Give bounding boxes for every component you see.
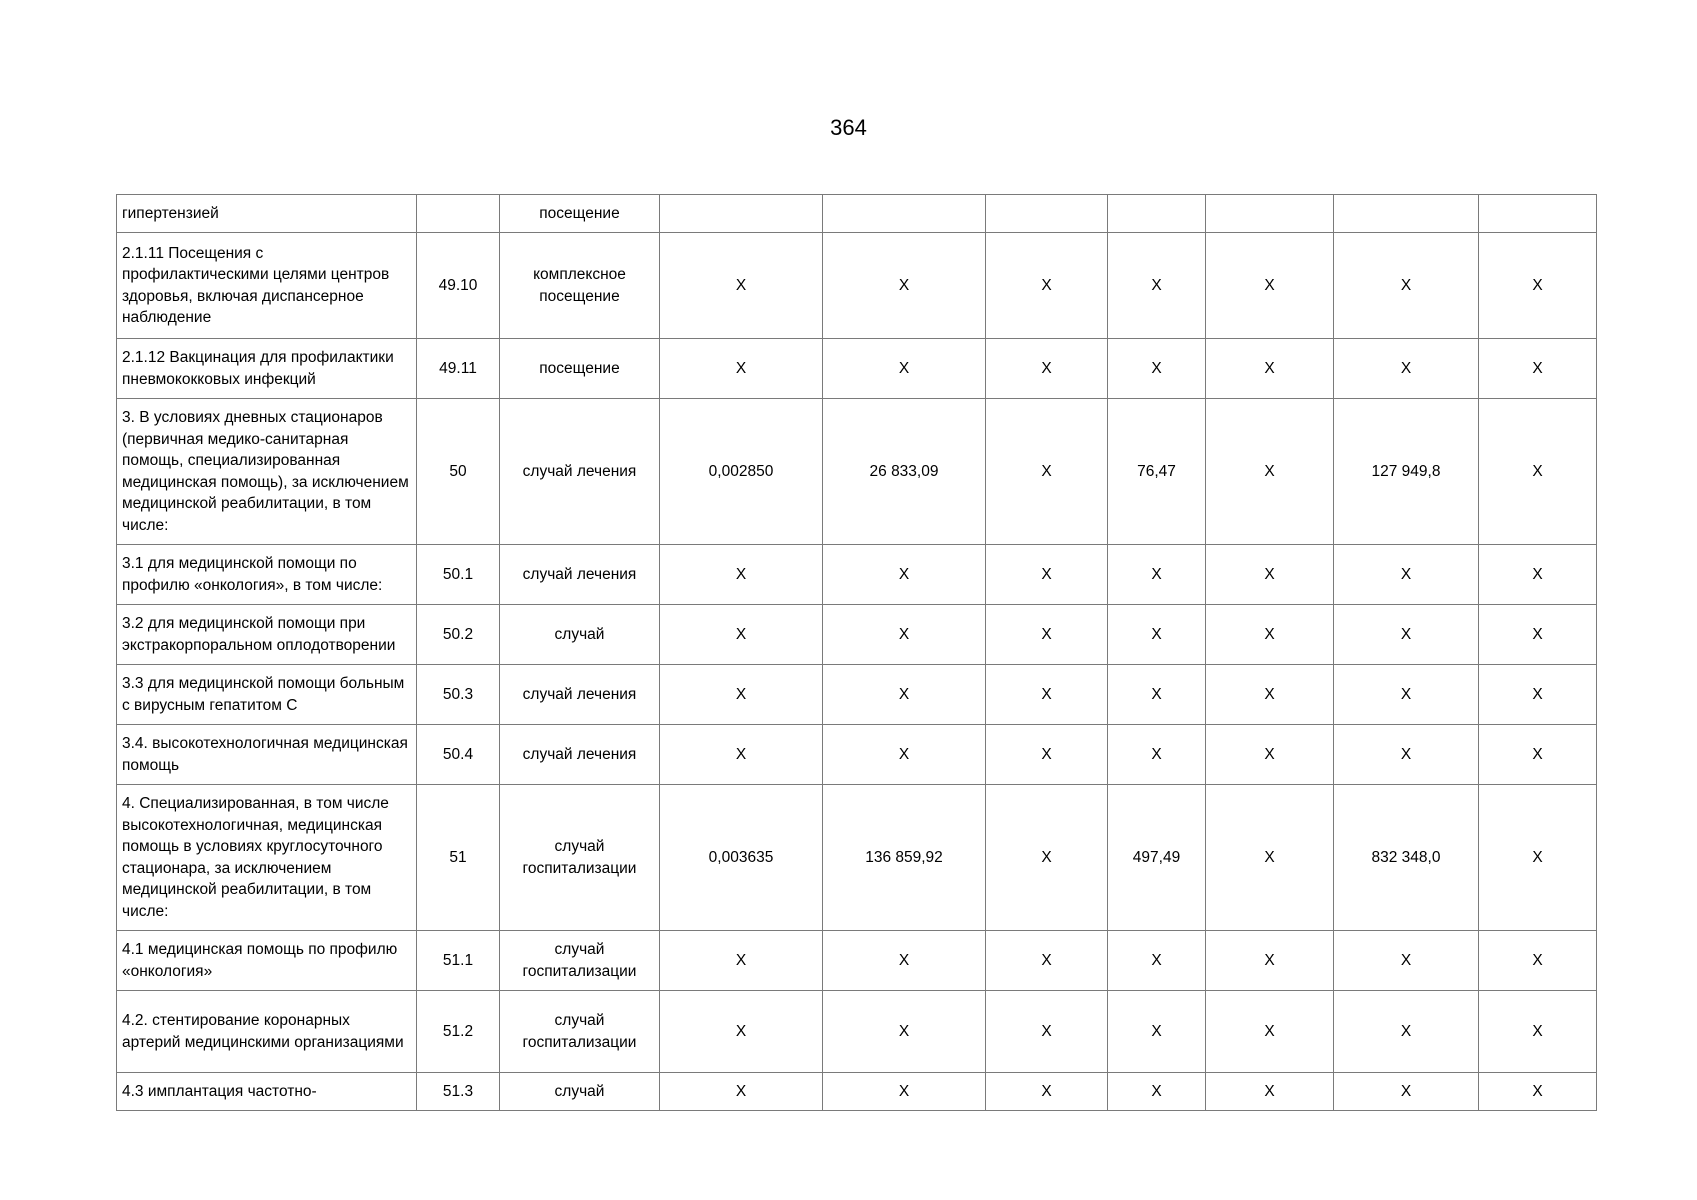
col-7-value: X (1108, 991, 1206, 1073)
col-8-value: X (1206, 725, 1334, 785)
col-8-value: X (1206, 339, 1334, 399)
col-8-value: X (1206, 931, 1334, 991)
col-8-value: X (1206, 665, 1334, 725)
table-row (117, 785, 1597, 931)
row-description: гипертензией (117, 195, 417, 233)
row-code (417, 195, 500, 233)
table-row (117, 1073, 1597, 1111)
col-4-value (660, 195, 823, 233)
row-code: 50 (417, 399, 500, 545)
col-4-value: X (660, 1073, 823, 1111)
col-7-value: X (1108, 1073, 1206, 1111)
col-4-value: X (660, 931, 823, 991)
col-4-value: X (660, 725, 823, 785)
row-unit: посещение (500, 195, 660, 233)
col-10-value: X (1479, 665, 1597, 725)
table-row (117, 931, 1597, 991)
row-code: 51.3 (417, 1073, 500, 1111)
row-unit: случай госпитализации (500, 931, 660, 991)
col-8-value: X (1206, 233, 1334, 339)
row-code: 49.11 (417, 339, 500, 399)
row-description: 4.2. стентирование коронарных артерий медицинскими организациями (117, 991, 417, 1073)
table-row (117, 605, 1597, 665)
col-8-value: X (1206, 991, 1334, 1073)
row-unit: случай госпитализации (500, 991, 660, 1073)
row-description: 2.1.11 Посещения с профилактическими целями центров здоровья, включая диспансерное наблюдение (117, 233, 417, 339)
col-10-value: X (1479, 339, 1597, 399)
col-7-value (1108, 195, 1206, 233)
col-6-value: X (986, 1073, 1108, 1111)
col-9-value: X (1334, 931, 1479, 991)
row-code: 50.4 (417, 725, 500, 785)
row-code: 51.1 (417, 931, 500, 991)
col-10-value (1479, 195, 1597, 233)
col-10-value: X (1479, 233, 1597, 339)
row-unit: случай лечения (500, 399, 660, 545)
col-6-value: X (986, 785, 1108, 931)
col-5-value: X (823, 991, 986, 1073)
col-8-value: X (1206, 399, 1334, 545)
col-9-value: 127 949,8 (1334, 399, 1479, 545)
row-code: 50.1 (417, 545, 500, 605)
col-8-value: X (1206, 785, 1334, 931)
col-9-value: X (1334, 545, 1479, 605)
col-10-value: X (1479, 1073, 1597, 1111)
table-row (117, 195, 1597, 233)
col-6-value: X (986, 605, 1108, 665)
col-7-value: X (1108, 665, 1206, 725)
col-5-value: X (823, 339, 986, 399)
col-7-value: X (1108, 605, 1206, 665)
col-10-value: X (1479, 399, 1597, 545)
row-description: 3.4. высокотехнологичная медицинская помощь (117, 725, 417, 785)
col-4-value: 0,002850 (660, 399, 823, 545)
col-6-value: X (986, 931, 1108, 991)
row-unit: случай лечения (500, 725, 660, 785)
col-10-value: X (1479, 991, 1597, 1073)
row-description: 2.1.12 Вакцинация для профилактики пневмококковых инфекций (117, 339, 417, 399)
table-row (117, 991, 1597, 1073)
col-7-value: X (1108, 233, 1206, 339)
row-code: 51.2 (417, 991, 500, 1073)
col-10-value: X (1479, 605, 1597, 665)
table-row (117, 399, 1597, 545)
col-4-value: X (660, 233, 823, 339)
col-9-value: X (1334, 665, 1479, 725)
col-6-value: X (986, 399, 1108, 545)
table-row (117, 725, 1597, 785)
col-6-value: X (986, 991, 1108, 1073)
col-5-value: X (823, 931, 986, 991)
col-7-value: 76,47 (1108, 399, 1206, 545)
col-4-value: X (660, 991, 823, 1073)
col-4-value: 0,003635 (660, 785, 823, 931)
col-9-value: X (1334, 233, 1479, 339)
col-7-value: X (1108, 339, 1206, 399)
col-7-value: X (1108, 725, 1206, 785)
row-unit: случай лечения (500, 545, 660, 605)
row-unit: случай (500, 1073, 660, 1111)
col-4-value: X (660, 339, 823, 399)
row-description: 4.1 медицинская помощь по профилю «онкология» (117, 931, 417, 991)
col-10-value: X (1479, 785, 1597, 931)
table-row (117, 545, 1597, 605)
table-row (117, 665, 1597, 725)
page-number: 364 (830, 115, 867, 140)
row-code: 50.2 (417, 605, 500, 665)
row-unit: посещение (500, 339, 660, 399)
row-code: 51 (417, 785, 500, 931)
col-7-value: 497,49 (1108, 785, 1206, 931)
col-9-value: 832 348,0 (1334, 785, 1479, 931)
col-8-value: X (1206, 545, 1334, 605)
col-5-value: 136 859,92 (823, 785, 986, 931)
col-5-value: X (823, 665, 986, 725)
row-unit: случай госпитализации (500, 785, 660, 931)
row-description: 3. В условиях дневных стационаров (первичная медико-санитарная помощь, специализированная медицинская помощь), за исключением медицинской реабилитации, в том числе: (117, 399, 417, 545)
table-body (117, 195, 1597, 1111)
row-description: 4. Специализированная, в том числе высокотехнологичная, медицинская помощь в условиях круглосуточного стационара, за исключением медицинской реабилитации, в том числе: (117, 785, 417, 931)
row-description: 4.3 имплантация частотно- (117, 1073, 417, 1111)
col-5-value: X (823, 545, 986, 605)
col-6-value: X (986, 233, 1108, 339)
col-5-value (823, 195, 986, 233)
col-5-value: X (823, 725, 986, 785)
col-6-value: X (986, 545, 1108, 605)
col-10-value: X (1479, 931, 1597, 991)
col-6-value (986, 195, 1108, 233)
col-8-value (1206, 195, 1334, 233)
col-10-value: X (1479, 725, 1597, 785)
col-9-value: X (1334, 725, 1479, 785)
col-8-value: X (1206, 1073, 1334, 1111)
row-description: 3.3 для медицинской помощи больным с вирусным гепатитом С (117, 665, 417, 725)
col-5-value: X (823, 605, 986, 665)
row-unit: случай лечения (500, 665, 660, 725)
row-code: 50.3 (417, 665, 500, 725)
col-9-value: X (1334, 605, 1479, 665)
col-9-value: X (1334, 991, 1479, 1073)
col-7-value: X (1108, 545, 1206, 605)
col-4-value: X (660, 605, 823, 665)
col-7-value: X (1108, 931, 1206, 991)
col-9-value (1334, 195, 1479, 233)
col-4-value: X (660, 665, 823, 725)
row-description: 3.2 для медицинской помощи при экстракорпоральном оплодотворении (117, 605, 417, 665)
col-4-value: X (660, 545, 823, 605)
col-6-value: X (986, 665, 1108, 725)
col-9-value: X (1334, 339, 1479, 399)
table-row (117, 339, 1597, 399)
row-unit: комплексное посещение (500, 233, 660, 339)
col-10-value: X (1479, 545, 1597, 605)
col-5-value: 26 833,09 (823, 399, 986, 545)
row-unit: случай (500, 605, 660, 665)
col-5-value: X (823, 1073, 986, 1111)
row-code: 49.10 (417, 233, 500, 339)
col-9-value: X (1334, 1073, 1479, 1111)
col-5-value: X (823, 233, 986, 339)
table-row (117, 233, 1597, 339)
col-8-value: X (1206, 605, 1334, 665)
col-6-value: X (986, 725, 1108, 785)
row-description: 3.1 для медицинской помощи по профилю «онкология», в том числе: (117, 545, 417, 605)
col-6-value: X (986, 339, 1108, 399)
data-table (116, 194, 1597, 1111)
